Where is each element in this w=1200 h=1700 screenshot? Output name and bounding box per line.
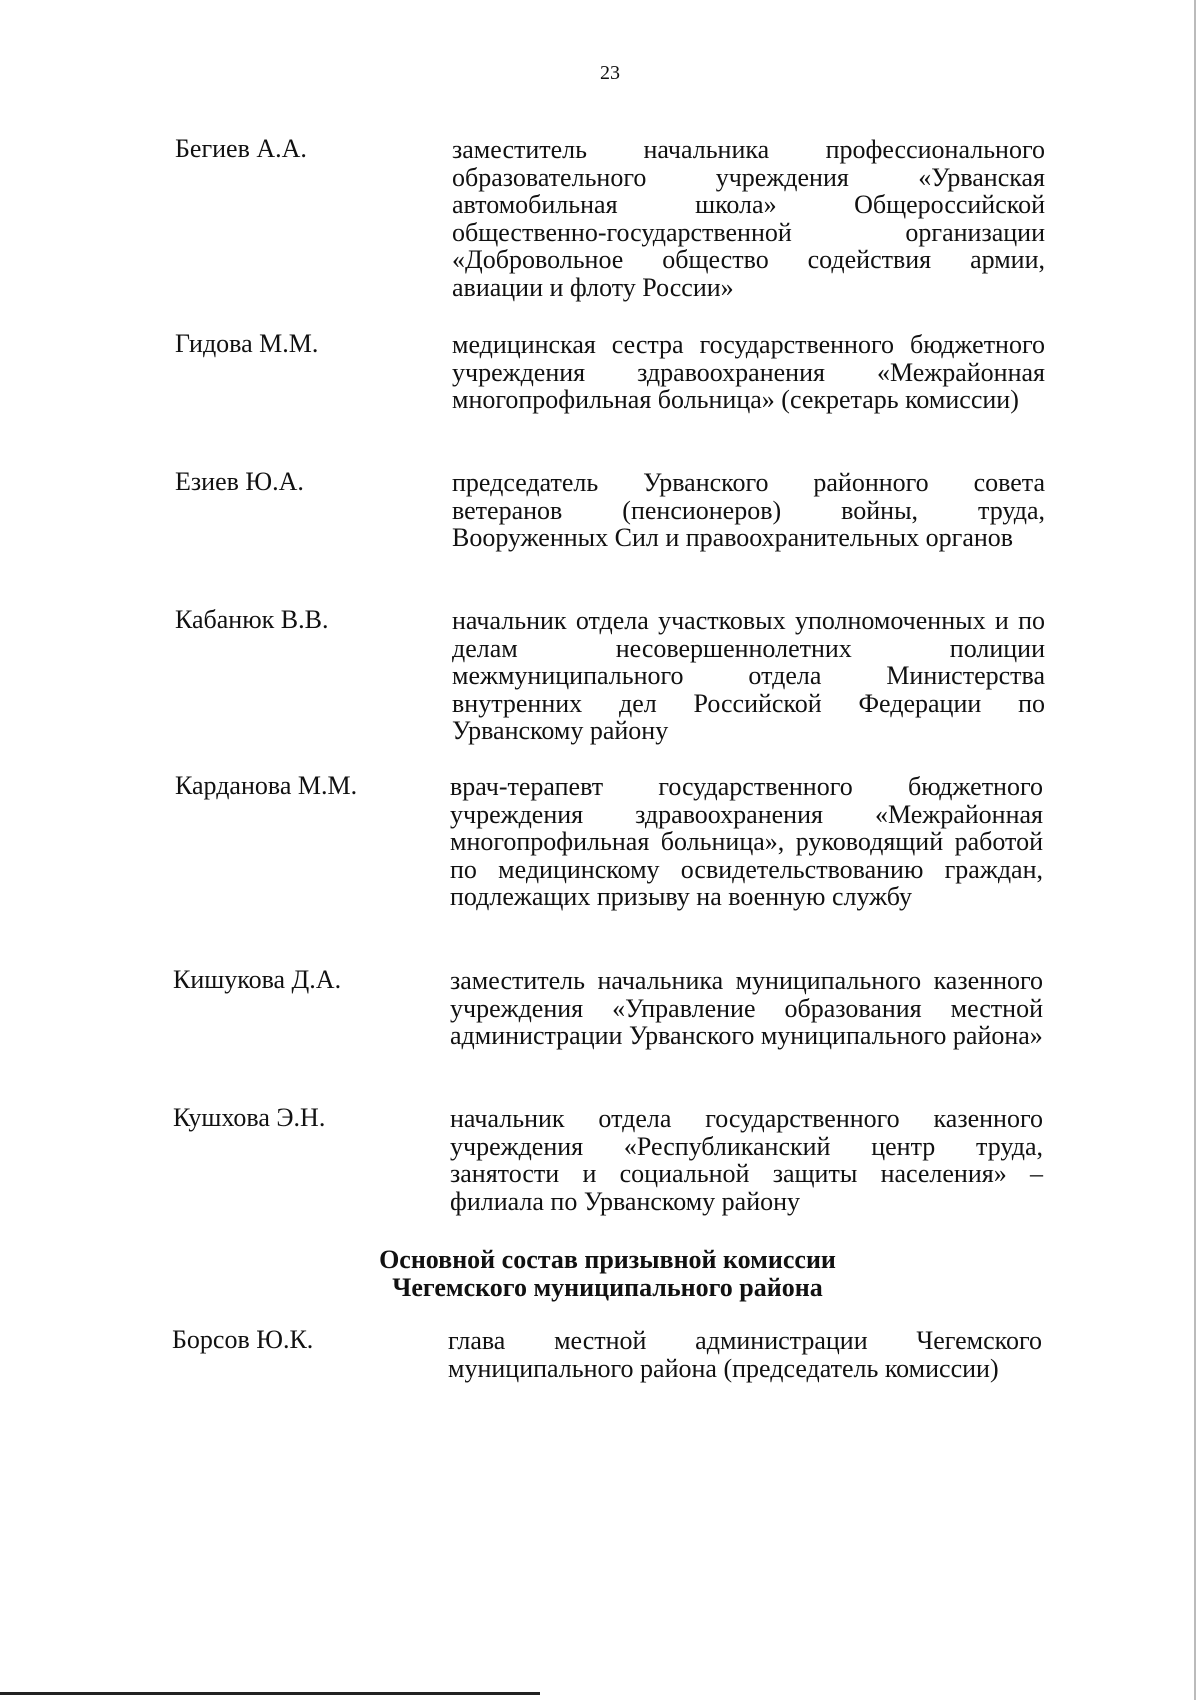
page-number: 23 — [600, 62, 620, 84]
member-name: Езиев Ю.А. — [175, 467, 304, 496]
member-position: председатель Урванского районного совета ветеранов (пенсионеров) войны, труда, Вооруженных Сил и правоохранительных органов — [452, 468, 1045, 553]
section-heading-line-1: Основной состав призывной комиссии — [379, 1245, 836, 1274]
member-position: заместитель начальника муниципального казенного учреждения «Управление образования местной администрации Урванского муниципального района» — [450, 966, 1043, 1051]
member-name: Борсов Ю.К. — [172, 1325, 314, 1354]
member-position: врач-терапевт государственного бюджетного учреждения здравоохранения «Межрайонная многопрофильная больница», руководящий работой по медицинскому освидетельствованию граждан, подлежащих призыву на военную службу — [450, 772, 1043, 912]
member-name: Кушхова Э.Н. — [173, 1103, 326, 1132]
section-heading-line-2: Чегемского муниципального района — [392, 1273, 823, 1302]
member-name: Кишукова Д.А. — [173, 965, 342, 994]
scan-edge-right — [1194, 0, 1196, 1700]
scan-edge-bottom — [0, 1692, 540, 1695]
member-name: Карданова М.М. — [175, 771, 358, 800]
member-name: Бегиев А.А. — [175, 134, 307, 163]
member-position: начальник отдела государственного казенного учреждения «Республиканский центр труда, занятости и социальной защиты населения» – филиала по Урванскому району — [450, 1104, 1043, 1216]
member-name: Гидова М.М. — [175, 329, 319, 358]
member-position: заместитель начальника профессионального образовательного учреждения «Урванская автомобильная школа» Общероссийской общественно-государственной организации «Добровольное общество содействия армии, авиации и флоту России» — [452, 135, 1045, 302]
member-position: начальник отдела участковых уполномоченных и по делам несовершеннолетних полиции межмуниципального отдела Министерства внутренних дел Российской Федерации по Урванскому району — [452, 606, 1045, 746]
member-name: Кабанюк В.В. — [175, 605, 329, 634]
member-position: глава местной администрации Чегемского муниципального района (председатель комиссии) — [448, 1326, 1042, 1383]
member-position: медицинская сестра государственного бюджетного учреждения здравоохранения «Межрайонная многопрофильная больница» (секретарь комиссии) — [452, 330, 1045, 415]
